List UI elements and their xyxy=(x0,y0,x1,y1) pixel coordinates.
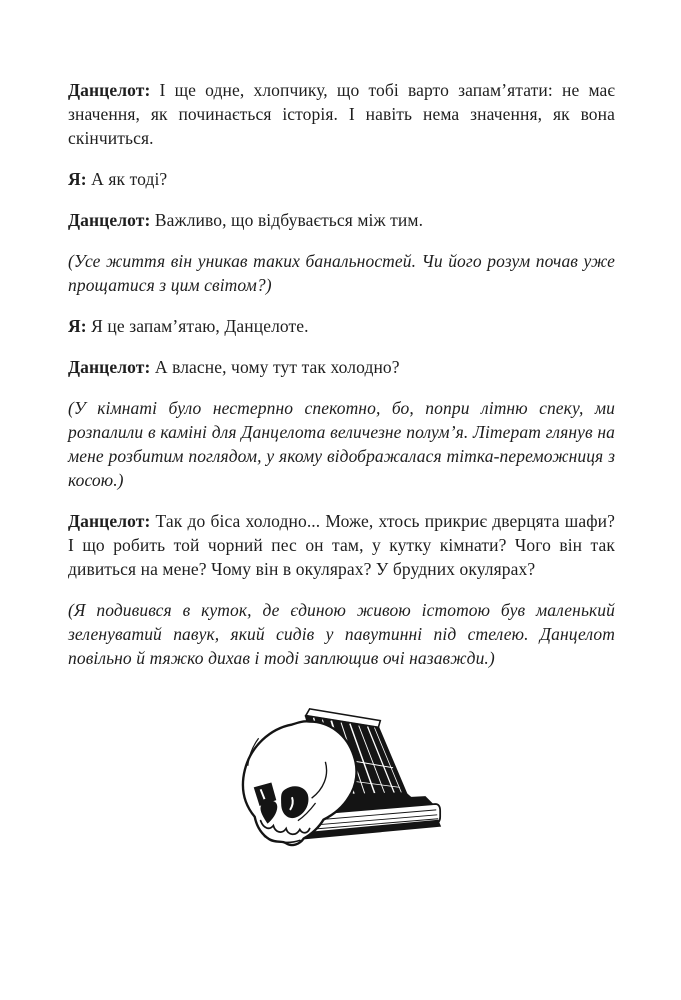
paragraph-text: Я це запам’ятаю, Данцелоте. xyxy=(86,316,309,336)
dialogue-paragraph xyxy=(68,167,615,191)
narration-paragraph xyxy=(68,396,615,492)
dialogue-paragraph xyxy=(68,208,615,232)
speaker-label: Данцелот: xyxy=(68,80,151,100)
paragraph-text: (У кімнаті було нестерпно спекотно, бо, попри літню спеку, ми розпалили в каміні для Данцелота величезне полум’я. Літерат глянув на мене розбитим поглядом, у якому відображалася тітка-переможниця з косою.) xyxy=(68,398,615,490)
dialogue-paragraph xyxy=(68,355,615,379)
speaker-label: Данцелот: xyxy=(68,210,151,230)
speaker-label: Я: xyxy=(68,169,87,189)
narration-paragraph xyxy=(68,598,615,670)
narration-paragraph xyxy=(68,249,615,297)
paragraph-text: (Усе життя він уникав таких банальностей. Чи його розум почав уже прощатися з цим світом?) xyxy=(68,251,615,295)
speaker-label: Данцелот: xyxy=(68,511,151,531)
paragraph-text: А як тоді? xyxy=(86,169,168,189)
paragraph-text: І ще одне, хлопчику, що тобі варто запам’ятати: не має значення, як починається історія. І навіть нема значення, як вона скінчиться. xyxy=(68,80,615,148)
dialogue-paragraph xyxy=(68,509,615,581)
speaker-label: Данцелот: xyxy=(68,357,151,377)
paragraph-text: (Я подивився в куток, де єдиною живою істотою був маленький зеленуватий павук, який сидів у павутинні під стелею. Данцелот повільно й тяжко дихав і тоді заплющив очі назавжди.) xyxy=(68,600,615,668)
text-block xyxy=(68,78,615,687)
dialogue-paragraph xyxy=(68,314,615,338)
speaker-label: Я: xyxy=(68,316,87,336)
paragraph-text: А власне, чому тут так холодно? xyxy=(150,357,400,377)
skull-and-books-illustration xyxy=(231,701,457,858)
paragraph-text: Важливо, що відбувається між тим. xyxy=(150,210,424,230)
paragraph-text: Так до біса холодно... Може, хтось прикриє дверцята шафи? І що робить той чорний пес он там, у кутку кімнати? Чого він так дивиться на мене? Чому він в окулярах? У брудних окулярах? xyxy=(68,511,615,579)
dialogue-paragraph xyxy=(68,78,615,150)
